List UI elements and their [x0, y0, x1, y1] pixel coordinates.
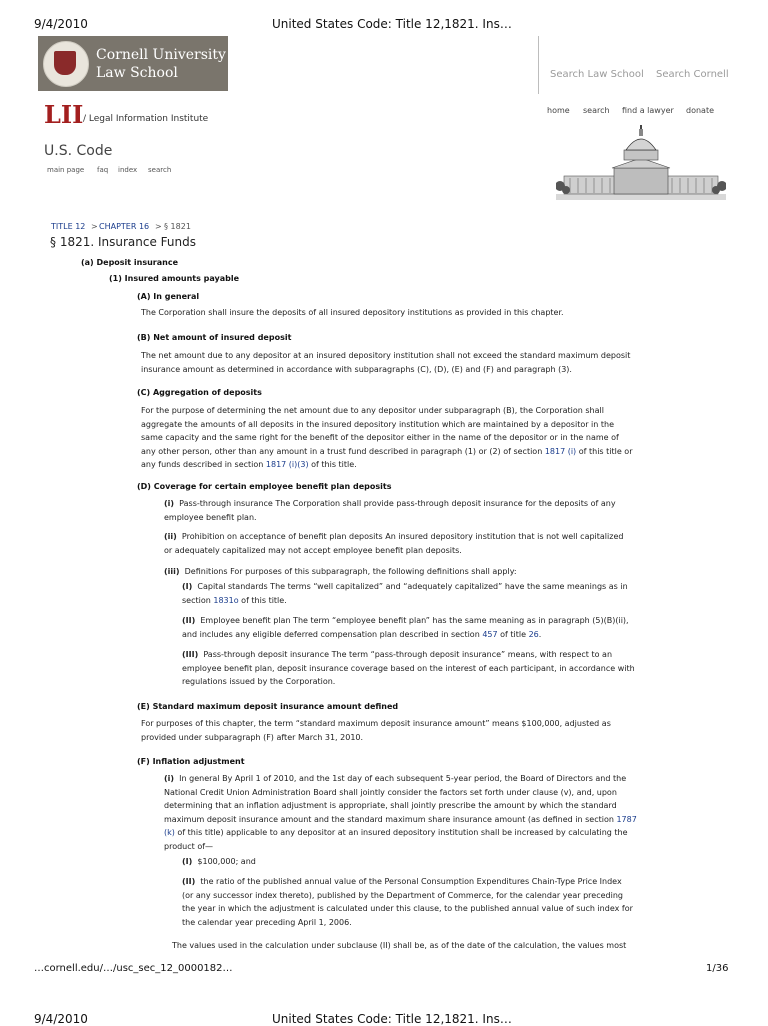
logo-line-1: Cornell University	[96, 47, 226, 63]
cornell-law-logo[interactable]	[38, 36, 228, 91]
text: Pass-through deposit insurance The term “pass-through deposit insurance” means, with respect to an	[203, 650, 613, 659]
num-D-I: (I)	[182, 582, 193, 591]
para-A: The Corporation shall insure the deposits of all insured depository institutions as provided in this chapter.	[141, 308, 564, 317]
capitol-building-image	[556, 124, 726, 200]
para-E-line-2: provided under subparagraph (F) after March 31, 2010.	[141, 732, 364, 742]
link-1787-k[interactable]: (k)	[164, 828, 175, 837]
heading-A: (A) In general	[137, 292, 200, 301]
breadcrumb-sep-2: >	[155, 222, 162, 231]
subnav-faq[interactable]: faq	[97, 166, 109, 174]
text: of this title.	[238, 595, 287, 605]
para-F-II-line-2: (or any successor index thereto), published by the Department of Commerce, for the calendar year preceding	[182, 890, 623, 900]
text: any funds described in section	[141, 460, 266, 469]
breadcrumb-sep-1: >	[91, 222, 98, 231]
link-1787[interactable]: 1787	[616, 814, 637, 824]
para-D-I	[182, 580, 702, 607]
para-D-III-line-3: regulations issued by the Corporation.	[182, 677, 336, 686]
nav-find-a-lawyer[interactable]: find a lawyer	[622, 106, 674, 115]
para-F-i	[164, 772, 704, 853]
text: maximum deposit insurance amount and the standard maximum share insurance amount (as defined in section	[164, 814, 617, 824]
link-457[interactable]: 457	[482, 629, 498, 639]
heading-E: (E) Standard maximum deposit insurance amount defined	[137, 702, 399, 711]
nav-donate[interactable]: donate	[686, 106, 715, 115]
text: the ratio of the published annual value of the Personal Consumption Expenditures Chain-Type Price Index	[200, 877, 622, 886]
search-law-school-link[interactable]: Search Law School	[550, 69, 644, 80]
num-F-I: (I)	[182, 857, 193, 866]
lii-logo[interactable]: LII	[44, 100, 84, 129]
text: Prohibition on acceptance of benefit plan deposits An insured depository institution that is not well capitalized	[181, 532, 624, 541]
subnav-index[interactable]: index	[118, 166, 138, 174]
para-F-II	[182, 875, 702, 929]
para-E	[141, 717, 701, 744]
num-D-ii: (ii)	[164, 532, 177, 541]
para-D-ii-line-2: or adequately capitalized may not accept employee benefit plan deposits.	[164, 545, 462, 555]
logo-line-2: Law School	[96, 65, 178, 81]
para-F-i-line-6: product of—	[164, 841, 214, 851]
heading-C: (C) Aggregation of deposits	[137, 388, 262, 397]
text: In general By April 1 of 2010, and the 1st day of each subsequent 5-year period, the Board of Directors and the	[179, 774, 627, 783]
search-cornell-link[interactable]: Search Cornell	[656, 69, 729, 80]
num-D-II: (II)	[182, 616, 196, 625]
text: of title	[497, 629, 529, 639]
heading-D: (D) Coverage for certain employee benefit plan deposits	[137, 482, 392, 491]
lii-name: / Legal Information Institute	[83, 114, 209, 124]
next-page-date: 9/4/2010	[34, 1012, 88, 1026]
heading-F: (F) Inflation adjustment	[137, 757, 245, 766]
print-footer-page: 1/36	[706, 963, 729, 974]
print-date: 9/4/2010	[34, 17, 88, 31]
text: $100,000; and	[197, 857, 256, 866]
header-divider	[538, 36, 539, 94]
para-D-i	[164, 497, 704, 524]
breadcrumb-section: § 1821	[164, 222, 191, 231]
para-C-line-4	[141, 445, 701, 459]
text: Definitions For purposes of this subparagraph, the following definitions shall apply:	[184, 567, 517, 576]
link-1817-i-3[interactable]: 1817 (i)(3)	[265, 460, 309, 469]
para-D-ii	[164, 530, 704, 557]
cornell-seal-icon	[43, 41, 89, 87]
para-F-i-line-3: determining that an inflation adjustment is appropriate, shall jointly prescribe the amount by which the standard	[164, 801, 617, 810]
text: Employee benefit plan The term “employee benefit plan” has the same meaning as in paragraph (5)(B)(ii),	[200, 616, 629, 625]
text: Capital standards The terms “well capitalized” and “adequately capitalized” have the same meanings as in	[197, 582, 628, 591]
para-E-line-1: For purposes of this chapter, the term “standard maximum deposit insurance amount” means $100,000, adjusted as	[141, 719, 611, 728]
para-D-iii	[164, 565, 704, 579]
heading-B: (B) Net amount of insured deposit	[137, 333, 292, 342]
nav-home[interactable]: home	[547, 106, 570, 115]
num-F-II: (II)	[182, 877, 196, 886]
num-D-iii: (iii)	[164, 567, 180, 576]
subnav-search[interactable]: search	[148, 166, 172, 174]
us-code-title: U.S. Code	[44, 143, 113, 159]
para-C-line-2: aggregate the amounts of all deposits in the insured depository institution which are maintained by a depositor in the	[141, 419, 615, 429]
para-C-line-5	[141, 458, 701, 472]
para-D-i-line-2: employee benefit plan.	[164, 512, 257, 522]
nav-search[interactable]: search	[583, 106, 610, 115]
text: any other person, other than any amount in a trust fund described in paragraph (1) or (2) of section	[141, 446, 545, 456]
text: and includes any eligible deferred compensation plan described in section	[182, 629, 483, 639]
para-C	[141, 404, 701, 472]
num-F-i: (i)	[164, 774, 175, 783]
text: Pass-through insurance The Corporation shall provide pass-through deposit insurance for the deposits of any	[179, 499, 616, 508]
para-B-line-2: insurance amount as determined in accordance with subparagraphs (C), (D), (E) and (F) and paragraph (3).	[141, 364, 572, 374]
text: section	[182, 595, 214, 605]
print-title: United States Code: Title 12,1821. Ins…	[272, 17, 512, 31]
para-F-II-line-4: the calendar year preceding April 1, 2006.	[182, 917, 352, 927]
para-F-i-line-2: National Credit Union Administration Board shall jointly consider the factors set forth under clause (v), and, upon	[164, 787, 617, 797]
para-D-III	[182, 648, 702, 689]
para-B	[141, 349, 701, 376]
para-C-line-1: For the purpose of determining the net amount due to any depositor under subparagraph (B), the Corporation shall	[141, 406, 604, 415]
next-page-title: United States Code: Title 12,1821. Ins…	[272, 1012, 512, 1026]
link-1831o[interactable]: 1831o	[213, 595, 239, 605]
print-footer-url: …cornell.edu/…/usc_sec_12_0000182…	[34, 963, 233, 974]
para-D-III-line-2: employee benefit plan, deposit insurance coverage based on the interest of each participant, in accordance with	[182, 663, 635, 673]
heading-a1: (1) Insured amounts payable	[109, 274, 240, 283]
subnav-main-page[interactable]: main page	[47, 166, 85, 174]
link-title-26[interactable]: 26	[528, 629, 539, 639]
num-D-i: (i)	[164, 499, 175, 508]
para-C-line-3: same capacity and the same right for the benefit of the depositor either in the name of the depositor or in the name of	[141, 433, 619, 442]
para-B-line-1: The net amount due to any depositor at an insured depository institution shall not exceed the standard maximum deposit	[141, 351, 631, 360]
text: .	[538, 629, 542, 639]
para-last-line: The values used in the calculation under subclause (II) shall be, as of the date of the calculation, the values most	[172, 941, 627, 950]
link-1817-i[interactable]: 1817 (i)	[544, 446, 577, 456]
text: of this title.	[308, 460, 357, 469]
para-F-II-line-3: the year in which the adjustment is calculated under this clause, to the published annual value of such index for	[182, 904, 633, 913]
section-title: § 1821. Insurance Funds	[50, 235, 196, 249]
breadcrumb-title[interactable]: TITLE 12	[51, 222, 86, 231]
text: of this title) applicable to any depositor at an insured depository institution shall be increased by calculating the	[174, 828, 628, 837]
para-F-I	[182, 855, 702, 869]
heading-a: (a) Deposit insurance	[81, 258, 178, 267]
para-D-II	[182, 614, 702, 641]
breadcrumb-chapter[interactable]: CHAPTER 16	[99, 222, 150, 231]
num-D-III: (III)	[182, 650, 199, 659]
text: of this title or	[576, 446, 633, 456]
